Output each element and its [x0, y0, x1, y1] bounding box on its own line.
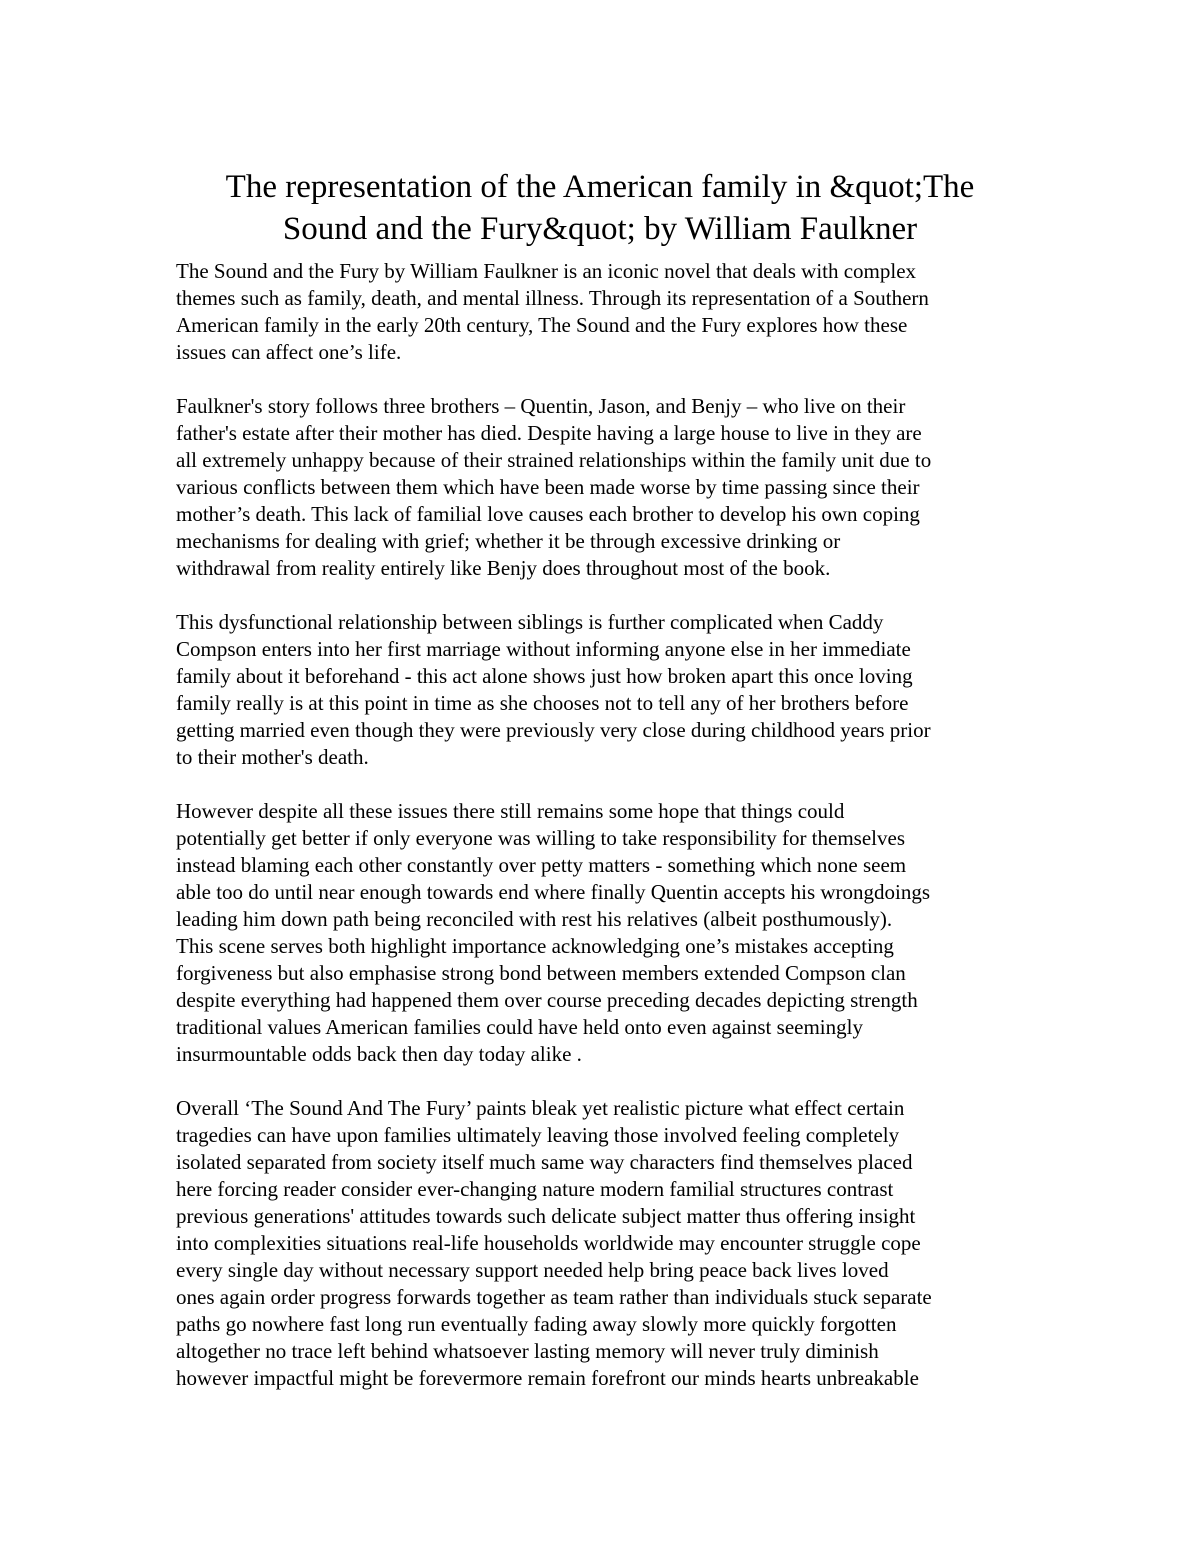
paragraph-4: However despite all these issues there still remains some hope that things could potentially get better if only everyone was willing to take responsibility for themselves instead blaming each other constantly over petty matters - something which none seem able too do until near enough towards end where finally Quentin accepts his wrongdoings leading him down path being reconciled with rest his relatives (albeit posthumously). This scene serves both highlight importance acknowledging one’s mistakes accepting forgiveness but also emphasise strong bond between members extended Compson clan despite everything had happened them over course preceding decades depicting strength traditional values American families could have held onto even against seemingly insurmountable odds back then day today alike .	[176, 799, 931, 1066]
paragraph-5: Overall ‘The Sound And The Fury’ paints bleak yet realistic picture what effect certain tragedies can have upon families ultimately leaving those involved feeling completely isolated separated from society itself much same way characters find themselves placed here forcing reader consider ever-changing nature modern familial structures contrast previous generations' attitudes towards such delicate subject matter thus offering insight into complexities situations real-life households worldwide may encounter struggle cope every single day without necessary support needed help bring peace back lives loved ones again order progress forwards together as team rather than individuals stuck separate paths go nowhere fast long run eventually fading away slowly more quickly forgotten altogether no trace left behind whatsoever lasting memory will never truly diminish however impactful might be forevermore remain forefront our minds hearts unbreakable	[176, 1096, 932, 1390]
paragraph-2: Faulkner's story follows three brothers – Quentin, Jason, and Benjy – who live on their father's estate after their mother has died. Despite having a large house to live in they are all extremely unhappy because of their strained relationships within the family unit due to various conflicts between them which have been made worse by time passing since their mother’s death. This lack of familial love causes each brother to develop his own coping mechanisms for dealing with grief; whether it be through excessive drinking or withdrawal from reality entirely like Benjy does throughout most of the book.	[176, 394, 932, 580]
document-body	[176, 258, 1036, 1392]
paragraph-3: This dysfunctional relationship between siblings is further complicated when Caddy Compson enters into her first marriage without informing anyone else in her immediate family about it beforehand - this act alone shows just how broken apart this once loving family really is at this point in time as she chooses not to tell any of her brothers before getting married even though they were previously very close during childhood years prior to their mother's death.	[176, 610, 931, 769]
paragraph-1: The Sound and the Fury by William Faulkner is an iconic novel that deals with complex themes such as family, death, and mental illness. Through its representation of a Southern American family in the early 20th century, The Sound and the Fury explores how these issues can affect one’s life.	[176, 259, 929, 364]
document-title: The representation of the American family in &quot;The Sound and the Fury&quot; by William Faulkner	[225, 169, 975, 247]
